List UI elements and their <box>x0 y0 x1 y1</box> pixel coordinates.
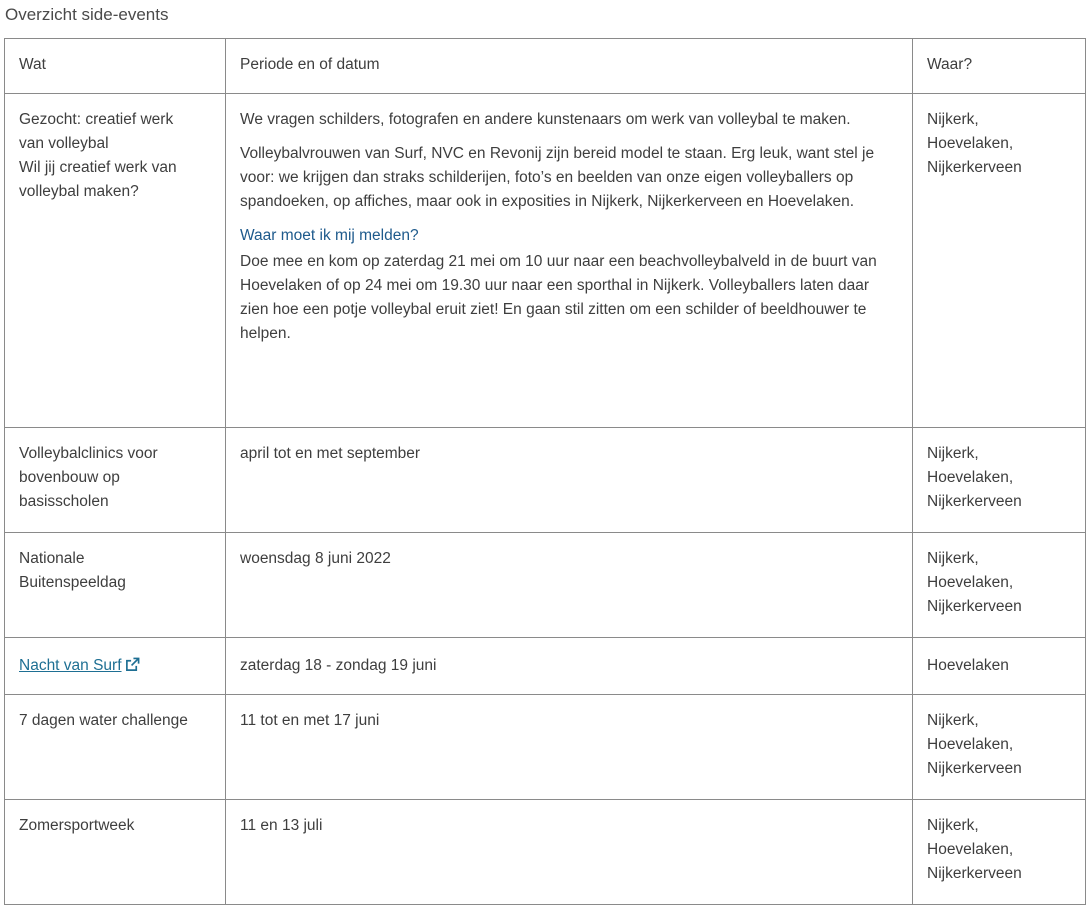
table-row <box>5 800 1086 905</box>
cell-where <box>913 695 1086 800</box>
table-row <box>5 533 1086 638</box>
cell-what <box>5 94 226 428</box>
header-when: Periode en of datum <box>226 39 913 94</box>
where-line: Nijkerk, <box>927 817 979 834</box>
cell-when: woensdag 8 juni 2022 <box>226 533 913 638</box>
where-line: Nijkerkerveen <box>927 865 1022 882</box>
table-row <box>5 695 1086 800</box>
where-line: Nijkerk, <box>927 550 979 567</box>
link-label: Nacht van Surf <box>19 657 122 674</box>
where-line: Hoevelaken, <box>927 736 1014 753</box>
what-line: Wil jij creatief werk van <box>19 159 177 176</box>
where-line: Nijkerkerveen <box>927 493 1022 510</box>
what-line: Gezocht: creatief werk <box>19 111 174 128</box>
where-line: Hoevelaken <box>927 657 1009 674</box>
where-line: Nijkerk, <box>927 445 979 462</box>
what-line: bovenbouw op <box>19 469 120 486</box>
cell-what <box>5 638 226 695</box>
when-paragraph: We vragen schilders, fotografen en andere kunstenaars om werk van volleybal te maken. <box>240 111 851 128</box>
cell-when: 11 en 13 juli <box>226 800 913 905</box>
cell-when: zaterdag 18 - zondag 19 juni <box>226 638 913 695</box>
table-row <box>5 428 1086 533</box>
where-line: Nijkerk, <box>927 111 979 128</box>
what-line: van volleybal <box>19 135 109 152</box>
cell-what <box>5 695 226 800</box>
cell-when <box>226 94 913 428</box>
cell-where <box>913 94 1086 428</box>
what-line: Buitenspeeldag <box>19 574 126 591</box>
header-where: Waar? <box>913 39 1086 94</box>
cell-what <box>5 533 226 638</box>
when-paragraph: Doe mee en kom op zaterdag 21 mei om 10 uur naar een beachvolleybalveld in de buurt van Hoevelaken of op 24 mei om 19.30 uur naar een sporthal in Nijkerk. Volleyballers laten daar zien hoe een potje volleybal eruit ziet! En gaan stil zitten om een schilder of beeldhouwer te helpen. <box>240 253 877 342</box>
cell-what <box>5 800 226 905</box>
where-line: Nijkerkerveen <box>927 598 1022 615</box>
nacht-van-surf-link[interactable] <box>19 657 140 674</box>
cell-where <box>913 533 1086 638</box>
where-line: Nijkerkerveen <box>927 760 1022 777</box>
side-events-table <box>4 38 1086 905</box>
header-what: Wat <box>5 39 226 94</box>
what-line: Volleybalclinics voor <box>19 445 158 462</box>
cell-what <box>5 428 226 533</box>
table-row <box>5 638 1086 695</box>
cell-where <box>913 638 1086 695</box>
where-line: Hoevelaken, <box>927 841 1014 858</box>
when-paragraph: Volleybalvrouwen van Surf, NVC en Revonij zijn bereid model te staan. Erg leuk, want stel je voor: we krijgen dan straks schilderijen, foto’s en beelden van onze eigen volleyballers op spandoeken, op affiches, maar ook in exposities in Nijkerk, Nijkerkerveen en Hoevelaken. <box>240 145 875 210</box>
what-line: volleybal maken? <box>19 183 139 200</box>
table-row <box>5 94 1086 428</box>
cell-where <box>913 428 1086 533</box>
cell-where <box>913 800 1086 905</box>
table-caption: Overzicht side-events <box>5 5 169 24</box>
where-line: Hoevelaken, <box>927 469 1014 486</box>
where-line: Nijkerkerveen <box>927 159 1022 176</box>
where-line: Hoevelaken, <box>927 574 1014 591</box>
cell-when: 11 tot en met 17 juni <box>226 695 913 800</box>
cell-when: april tot en met september <box>226 428 913 533</box>
what-line: basisscholen <box>19 493 109 510</box>
external-link-icon <box>125 656 140 680</box>
where-line: Hoevelaken, <box>927 135 1014 152</box>
where-line: Nijkerk, <box>927 712 979 729</box>
when-subheading: Waar moet ik mij melden? <box>240 227 419 244</box>
what-line: Zomersportweek <box>19 817 135 834</box>
what-line: Nationale <box>19 550 85 567</box>
what-line: 7 dagen water challenge <box>19 712 188 729</box>
header-row <box>5 39 1086 94</box>
